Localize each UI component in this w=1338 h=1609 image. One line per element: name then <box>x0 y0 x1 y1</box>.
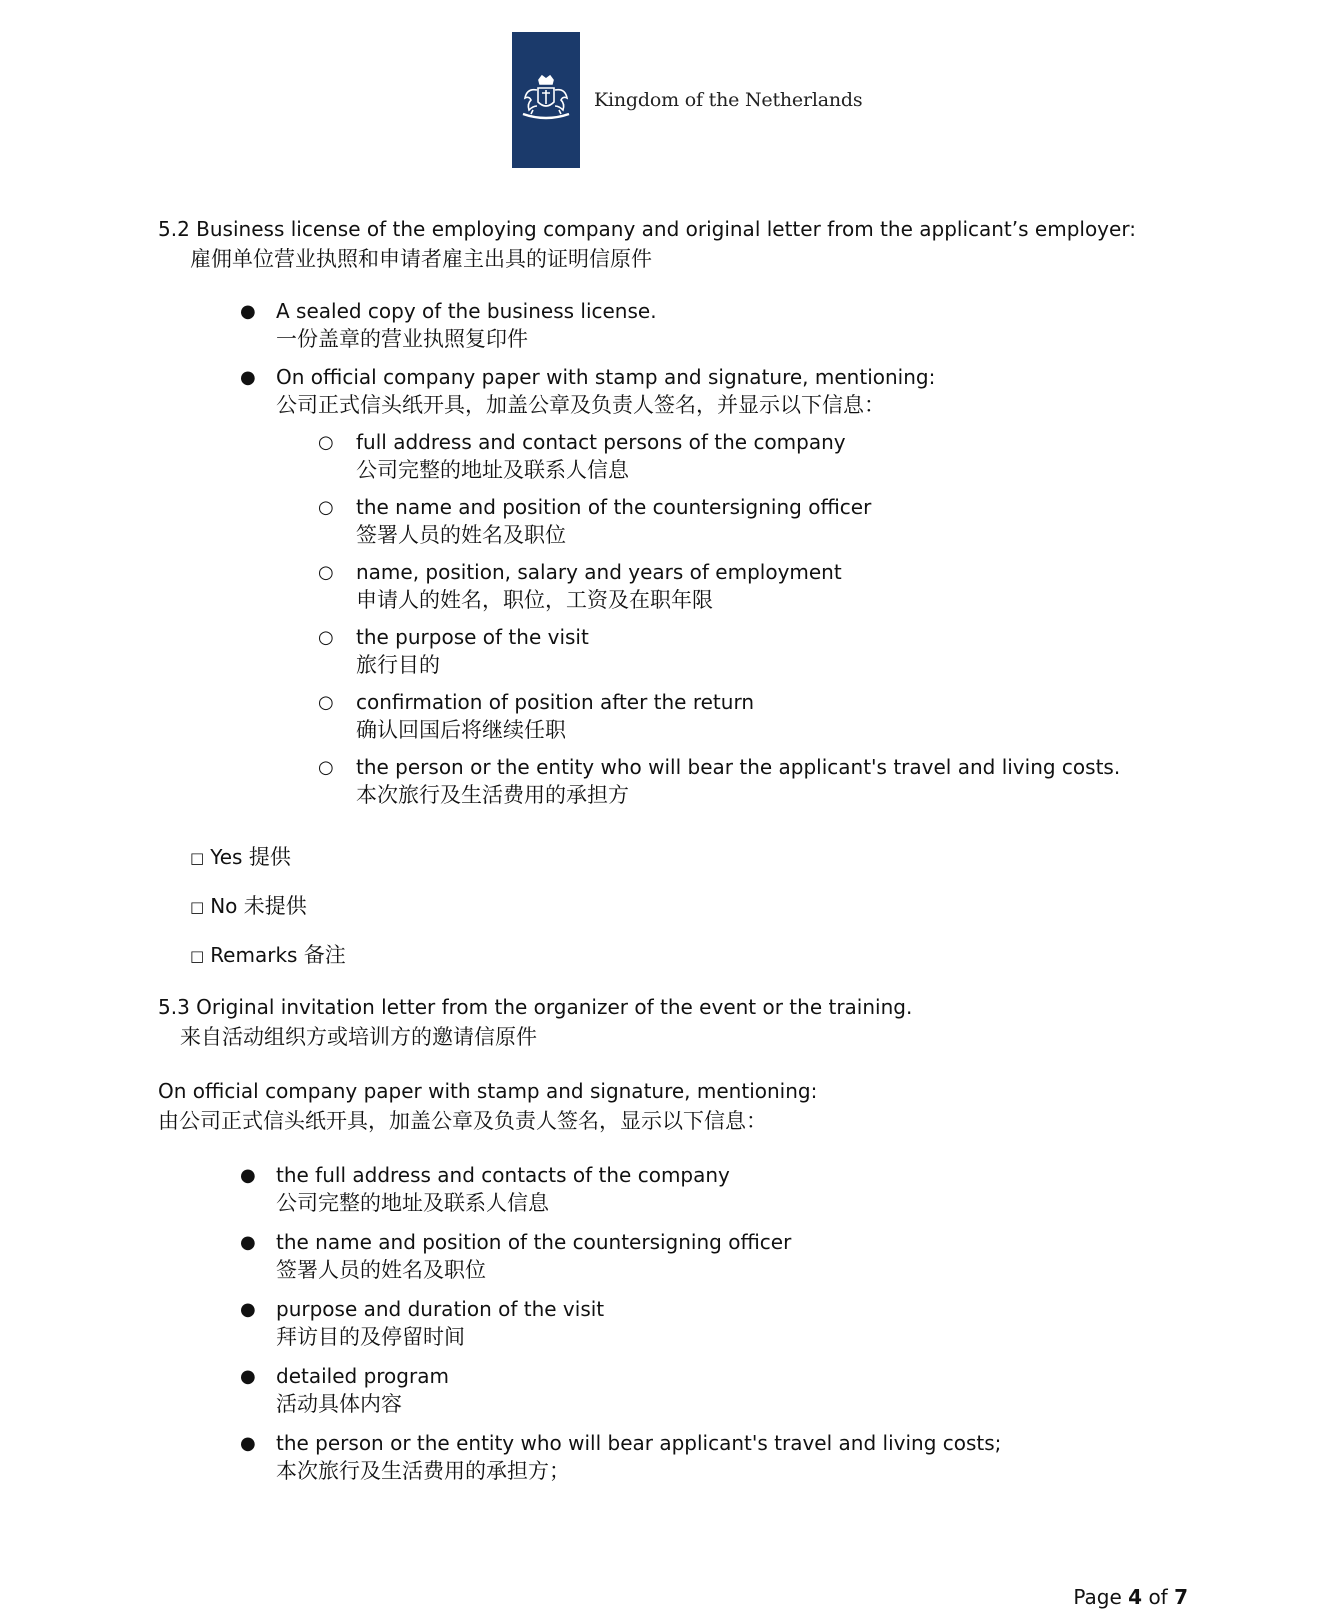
bullet-icon: ● <box>240 367 256 388</box>
section-5-3-intro-zh: 由公司正式信头纸开具，加盖公章及负责人签名，显示以下信息： <box>158 1109 767 1133</box>
list-item-text-zh: 签署人员的姓名及职位 <box>276 1258 486 1282</box>
sub-bullet-icon: ○ <box>318 497 334 518</box>
list-item-text: the person or the entity who will bear applicant's travel and living costs; <box>276 1431 1002 1455</box>
list-item-text-zh: 公司正式信头纸开具，加盖公章及负责人签名，并显示以下信息： <box>276 393 885 417</box>
page-total: 7 <box>1174 1585 1188 1609</box>
section-5-3-heading: 5.3 Original invitation letter from the organizer of the event or the training. <box>158 995 913 1019</box>
checkbox-label-zh: 未提供 <box>243 894 307 918</box>
header-logo <box>512 32 862 168</box>
page-current: 4 <box>1128 1585 1143 1609</box>
sub-list-item-text: name, position, salary and years of employment <box>356 560 842 584</box>
list-item <box>276 1430 1001 1486</box>
section-5-2-heading-zh: 雇佣单位营业执照和申请者雇主出具的证明信原件 <box>190 247 652 271</box>
list-item <box>276 1296 604 1352</box>
checkbox-icon[interactable]: □ <box>190 849 205 867</box>
section-5-3-heading-zh: 来自活动组织方或培训方的邀请信原件 <box>180 1025 537 1049</box>
checkbox-icon[interactable]: □ <box>190 947 205 965</box>
sub-bullet-icon: ○ <box>318 692 334 713</box>
checkbox-label: Remarks <box>210 943 298 967</box>
logo-text: Kingdom of the Netherlands <box>594 89 863 111</box>
list-item-text-zh: 一份盖章的营业执照复印件 <box>276 327 528 351</box>
royal-coat-of-arms-icon <box>517 74 575 126</box>
checkbox-yes[interactable] <box>190 843 291 872</box>
sub-list-item-text-zh: 旅行目的 <box>356 653 440 677</box>
sub-list-item-text: the person or the entity who will bear the applicant's travel and living costs. <box>356 755 1121 779</box>
sub-bullet-icon: ○ <box>318 432 334 453</box>
sub-bullet-icon: ○ <box>318 562 334 583</box>
checkbox-no[interactable] <box>190 892 307 921</box>
sub-list-item-text-zh: 本次旅行及生活费用的承担方 <box>356 783 629 807</box>
page-prefix: Page <box>1073 1585 1122 1609</box>
checkbox-remarks[interactable] <box>190 941 346 970</box>
sub-list-item-text-zh: 申请人的姓名，职位，工资及在职年限 <box>356 588 713 612</box>
logo-block <box>512 32 580 168</box>
bullet-icon: ● <box>240 1433 256 1454</box>
list-item-text-zh: 活动具体内容 <box>276 1392 402 1416</box>
checkbox-label: Yes <box>210 845 243 869</box>
page-of: of <box>1148 1585 1168 1609</box>
list-item <box>276 1229 791 1285</box>
bullet-icon: ● <box>240 1232 256 1253</box>
list-item-text-zh: 拜访目的及停留时间 <box>276 1325 465 1349</box>
sub-list-item <box>356 559 842 615</box>
section-5-2-heading: 5.2 Business license of the employing company and original letter from the applicant’s employer: <box>158 217 1136 241</box>
list-item-text: purpose and duration of the visit <box>276 1297 605 1321</box>
list-item <box>276 298 657 354</box>
sub-list-item <box>356 624 589 680</box>
sub-list-item <box>356 429 846 485</box>
list-item <box>276 1363 449 1419</box>
list-item <box>276 364 935 420</box>
sub-list-item-text: full address and contact persons of the company <box>356 430 846 454</box>
sub-list-item-text-zh: 公司完整的地址及联系人信息 <box>356 458 629 482</box>
sub-list-item-text-zh: 签署人员的姓名及职位 <box>356 523 566 547</box>
list-item-text-zh: 公司完整的地址及联系人信息 <box>276 1191 549 1215</box>
sub-list-item-text: the name and position of the countersigning officer <box>356 495 872 519</box>
section-5-3-intro: On official company paper with stamp and signature, mentioning: <box>158 1079 818 1103</box>
sub-list-item <box>356 689 754 745</box>
checkbox-label-zh: 提供 <box>248 845 291 869</box>
checkbox-icon[interactable]: □ <box>190 898 205 916</box>
list-item-text: the full address and contacts of the company <box>276 1163 730 1187</box>
bullet-icon: ● <box>240 301 256 322</box>
list-item-text: the name and position of the countersigning officer <box>276 1230 792 1254</box>
list-item <box>276 1162 730 1218</box>
sub-list-item <box>356 494 871 550</box>
list-item-text: A sealed copy of the business license. <box>276 299 657 323</box>
sub-bullet-icon: ○ <box>318 757 334 778</box>
list-item-text-zh: 本次旅行及生活费用的承担方； <box>276 1459 570 1483</box>
page-number <box>1073 1585 1188 1609</box>
sub-bullet-icon: ○ <box>318 627 334 648</box>
bullet-icon: ● <box>240 1165 256 1186</box>
bullet-icon: ● <box>240 1299 256 1320</box>
checkbox-label: No <box>210 894 238 918</box>
sub-list-item-text: confirmation of position after the return <box>356 690 754 714</box>
bullet-icon: ● <box>240 1366 256 1387</box>
checkbox-label-zh: 备注 <box>303 943 346 967</box>
list-item-text: detailed program <box>276 1364 449 1388</box>
sub-list-item-text-zh: 确认回国后将继续任职 <box>356 718 566 742</box>
list-item-text: On official company paper with stamp and signature, mentioning: <box>276 365 936 389</box>
sub-list-item-text: the purpose of the visit <box>356 625 589 649</box>
sub-list-item <box>356 754 1120 810</box>
